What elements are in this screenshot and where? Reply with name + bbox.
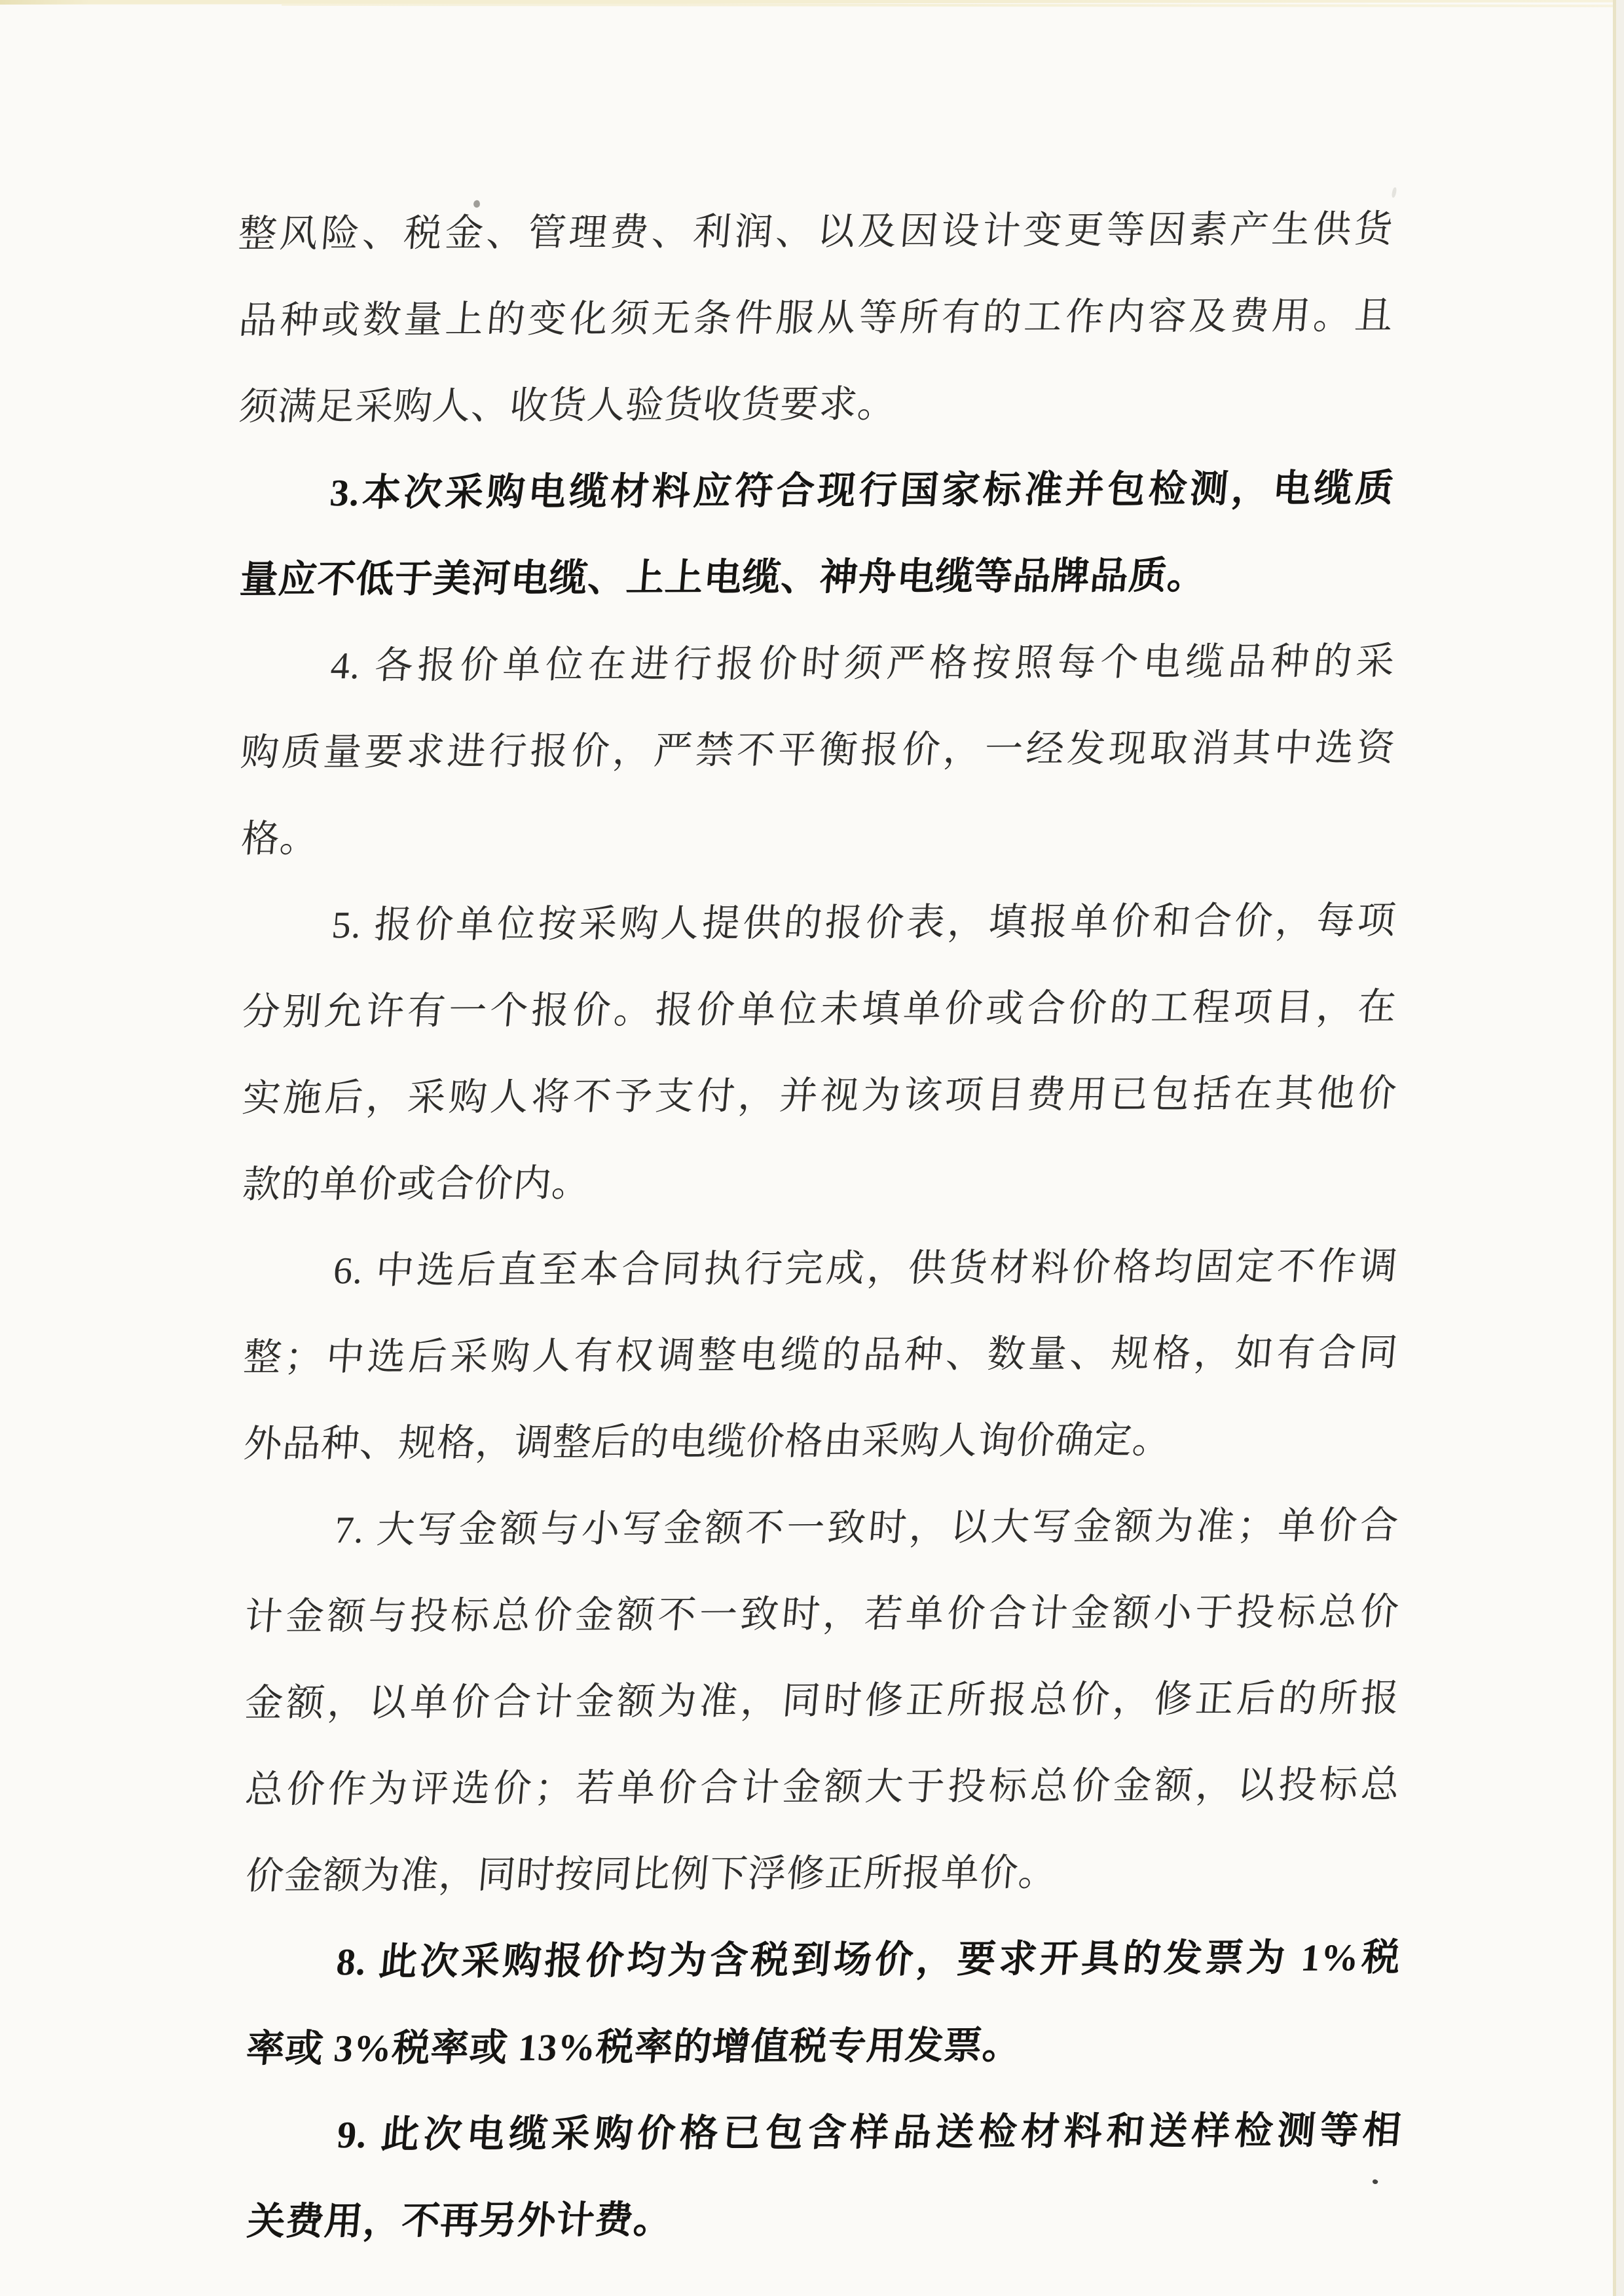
text-line: 5. 报价单位按采购人提供的报价表，填报单价和合价，每项 [330, 899, 1398, 947]
text-line: 购质量要求进行报价，严禁不平衡报价，一经发现取消其中选资 [239, 726, 1397, 774]
text-line: 4. 各报价单位在进行报价时须严格按照每个电缆品种的采 [329, 640, 1397, 687]
text-line: 率或 3%税率或 13%税率的增值税专用发票。 [244, 2024, 1024, 2070]
text-line: 整；中选后采购人有权调整电缆的品种、数量、规格，如有合同 [242, 1331, 1400, 1379]
text-line: 9. 此次电缆采购价格已包含样品送检材料和送样检测等相 [335, 2109, 1403, 2157]
text-line: 品种或数量上的变化须无条件服从等所有的工作内容及费用。且 [237, 294, 1395, 342]
text-line: 总价作为评选价；若单价合计金额大于投标总价金额，以投标总 [244, 1763, 1402, 1811]
text-line: 计金额与投标总价金额不一致时，若单价合计金额小于投标总价 [242, 1590, 1401, 1638]
text-line: 金额，以单价合计金额为准，同时修正所报总价，修正后的所报 [243, 1677, 1401, 1724]
text-line: 款的单价或合价内。 [241, 1161, 593, 1206]
text-line: 8. 此次采购报价均为含税到场价，要求开具的发票为 1%税 [335, 1936, 1403, 1984]
text-line: 3.本次采购电缆材料应符合现行国家标准并包检测，电缆质 [328, 467, 1396, 515]
text-line: 关费用，不再另外计费。 [245, 2198, 674, 2243]
text-line: 7. 大写金额与小写金额不一致时，以大写金额为准；单价合 [333, 1504, 1401, 1552]
text-line: 6. 中选后直至本合同执行完成，供货材料价格均固定不作调 [331, 1245, 1400, 1292]
text-line: 须满足采购人、收货人验货收货要求。 [237, 382, 898, 428]
text-line: 价金额为准，同时按同比例下浮修正所报单价。 [244, 1851, 1060, 1897]
text-line: 整风险、税金、管理费、利润、以及因设计变更等因素产生供货 [236, 208, 1395, 255]
text-line: 格。 [239, 817, 321, 860]
scan-edge-top-secondary [282, 3, 1624, 7]
document-text-block [238, 186, 1402, 2265]
text-line: 外品种、规格，调整后的电缆价格由采购人询价确定。 [242, 1418, 1173, 1465]
text-line: 量应不低于美河电缆、上上电缆、神舟电缆等品牌品质。 [238, 554, 1208, 601]
text-line: 分别允许有一个报价。报价单位未填单价或合价的工程项目，在 [240, 985, 1399, 1033]
text-line: 实施后，采购人将不予支付，并视为该项目费用已包括在其他价 [240, 1072, 1399, 1120]
scan-edge-right-margin [1616, 0, 1624, 2296]
